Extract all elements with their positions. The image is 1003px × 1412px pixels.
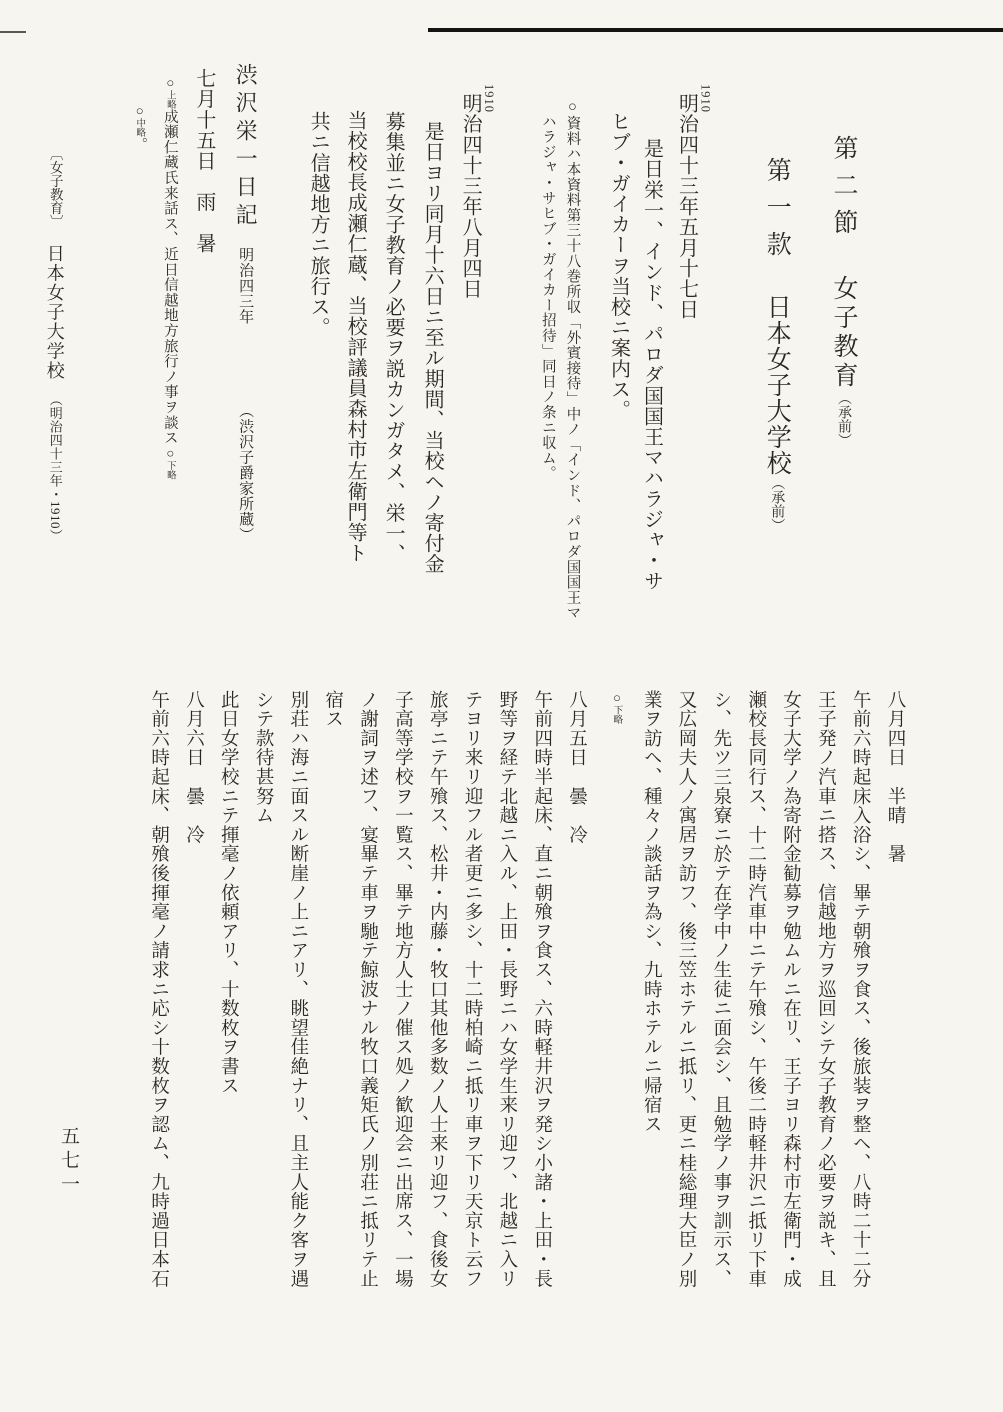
subsection-title: 日本女子大学校 xyxy=(763,268,791,476)
diary-aug4-line: 瀬校長同行ス、十二時汽車中ニテ午飱シ、午後二時軽井沢ニ抵リ下車 xyxy=(745,690,766,1289)
diary-aug4-line: 又広岡夫人ノ寓居ヲ訪フ、後三笠ホテルニ抵リ、更ニ桂総理大臣ノ別 xyxy=(676,690,697,1289)
omission-open-mark: ○ xyxy=(162,75,178,90)
diary-aug6-date: 八月六日 曇 冷 xyxy=(183,690,204,845)
diary-aug5-line: 野等ヲ経テ北越ニ入ル、上田・長野ニハ女学生来リ迎フ、北越ニ入リ xyxy=(496,690,517,1289)
diary-aug5-line: 旅亭ニテ午飱ス、松井・内藤・牧口其他多数ノ人士来リ迎フ、食後女 xyxy=(427,690,448,1289)
diary-jul15-mid-omission-column xyxy=(131,60,148,662)
section-continuation-note: （承前） xyxy=(836,391,851,447)
omission-mid-label: 中略 xyxy=(134,118,145,137)
diary-aug4-line: 王子発ノ汽車ニ搭ス、信越地方ヲ巡回シテ女子教育ノ必要ヲ説キ、且 xyxy=(815,690,836,1289)
diary-aug6-line: 午前六時起床、朝飱後揮毫ノ請求ニ応シ十数枚ヲ認ム、九時過日本石 xyxy=(148,690,169,1289)
diary-aug5-line: テヨリ来リ迎フル者更ニ多シ、十二時柏崎ニ抵リ車ヲ下リ天京ト云フ xyxy=(462,690,483,1289)
running-title xyxy=(44,147,64,542)
entry-aug4-year-label: 1910 xyxy=(482,84,497,113)
entry-may17-year-label: 1910 xyxy=(698,84,713,113)
omission-mark: ○ xyxy=(609,690,625,705)
running-title-year: （明治四十三年・1910） xyxy=(47,392,63,542)
diary-aug4-omission-column xyxy=(605,688,627,1312)
entry-may17-line: 是日栄一、インド、パロダ国国王マハラジャ・サ xyxy=(640,138,663,592)
omission-close-mark: ○ xyxy=(162,445,178,461)
omission-label: 下略 xyxy=(611,705,622,724)
page-number: 五七一 xyxy=(58,1126,79,1198)
entry-aug4-date-column xyxy=(458,60,497,662)
source-period: 明治四三年 xyxy=(237,247,254,325)
diary-aug4-line: シ、先ツ三泉寮ニ於テ在学中ノ生徒ニ面会シ、且勉学ノ事ヲ訓示ス、 xyxy=(710,690,731,1289)
source-ownership: （渋沢子爵家所蔵） xyxy=(237,402,254,542)
source-title: 渋沢栄一日記 xyxy=(233,63,259,231)
entry-may17-source-note: ○資料ハ本資料第三十八巻所収「外賓接待」中ノ「インド、パロダ国国王マ xyxy=(564,99,581,621)
entry-aug4-line: 募集並ニ女子教育ノ必要ヲ説カンガタメ、栄一、 xyxy=(382,111,405,565)
diary-aug5-line: 子高等学校ヲ一覧ス、畢テ地方人士ノ催ス処ノ歓迎会ニ出席ス、一場 xyxy=(392,690,413,1289)
diary-aug4-date: 八月四日 半晴 暑 xyxy=(885,690,905,864)
entry-aug4-line: 当校校長成瀬仁蔵、当校評議員森村市左衛門等ト xyxy=(344,110,367,564)
omission-mid-mark: ○ xyxy=(132,103,148,118)
scan-artifact-left-line xyxy=(0,31,26,33)
source-title-column xyxy=(233,60,258,662)
omission-close-label: 下略 xyxy=(164,460,175,480)
entry-aug4-line: 共ニ信越地方ニ旅行ス。 xyxy=(307,111,330,338)
diary-aug5-line: 宿ス xyxy=(322,690,343,729)
diary-aug5-line: ノ謝詞ヲ述フ、宴畢テ車ヲ馳テ鯨波ナル牧口義矩氏ノ別荘ニ抵リテ止 xyxy=(357,690,378,1289)
subsection-number: 第一款 xyxy=(763,157,791,268)
scan-artifact-top-line xyxy=(428,28,1003,32)
diary-aug5-line: シテ款待甚努ム xyxy=(253,690,274,826)
lower-text-block xyxy=(134,688,905,1312)
diary-aug5-line: 午前四時半起床、直ニ朝飱ヲ食ス、六時軽井沢ヲ発シ小諸・上田・長 xyxy=(531,690,552,1289)
upper-text-block xyxy=(131,60,857,662)
subsection-heading xyxy=(762,60,791,662)
entry-may17-date: 明治四十三年五月十七日 xyxy=(675,93,698,320)
entry-may17-source-note: ハラジャ・サヒブ・ガイカー招待」同日ノ条ニ収ム。 xyxy=(539,114,556,482)
diary-jul15-note-column xyxy=(161,60,178,662)
running-title-category: 〔女子教育〕 xyxy=(47,147,63,228)
diary-aug5-line: 此日女学校ニテ揮毫ノ依頼アリ、十数枚ヲ書ス xyxy=(218,690,239,1096)
entry-aug4-date: 明治四十三年八月四日 xyxy=(459,93,482,299)
omission-open-label: 上略 xyxy=(164,90,175,109)
diary-jul15-note-text: 成瀬仁蔵氏来話ス、近日信越地方旅行ノ事ヲ談ス xyxy=(161,109,178,446)
subsection-continuation-note: （承前） xyxy=(769,476,785,532)
section-heading xyxy=(828,60,857,662)
diary-aug4-line: 午前六時起床入浴シ、畢テ朝飱ヲ食ス、後旅装ヲ整ヘ、八時二十二分 xyxy=(850,690,871,1289)
omission-mid-punct: 。 xyxy=(131,137,148,153)
entry-may17-date-column xyxy=(675,60,713,662)
diary-aug4-line: 業ヲ訪ヘ、種々ノ談話ヲ為シ、九時ホテルニ帰宿ス xyxy=(641,690,662,1134)
running-title-school: 日本女子大学校 xyxy=(44,244,65,381)
entry-aug4-line: 是日ヨリ同月十六日ニ至ル期間、当校ヘノ寄付金 xyxy=(421,121,444,575)
section-title: 女子教育 xyxy=(830,246,857,391)
diary-aug5-date: 八月五日 曇 冷 xyxy=(566,690,587,845)
diary-aug5-line: 別荘ハ海ニ面スル断崖ノ上ニアリ、眺望佳絶ナリ、且主人能ク客ヲ遇 xyxy=(287,690,308,1289)
diary-jul15-date: 七月十五日 雨 暑 xyxy=(192,68,215,254)
section-number: 第二節 xyxy=(830,135,857,246)
entry-may17-line: ヒブ・ガイカーヲ当校ニ案内ス。 xyxy=(607,111,630,420)
diary-aug4-line: 女子大学ノ為寄附金勧募ヲ勉ムルニ在リ、王子ヨリ森村市左衛門・成 xyxy=(780,690,801,1289)
